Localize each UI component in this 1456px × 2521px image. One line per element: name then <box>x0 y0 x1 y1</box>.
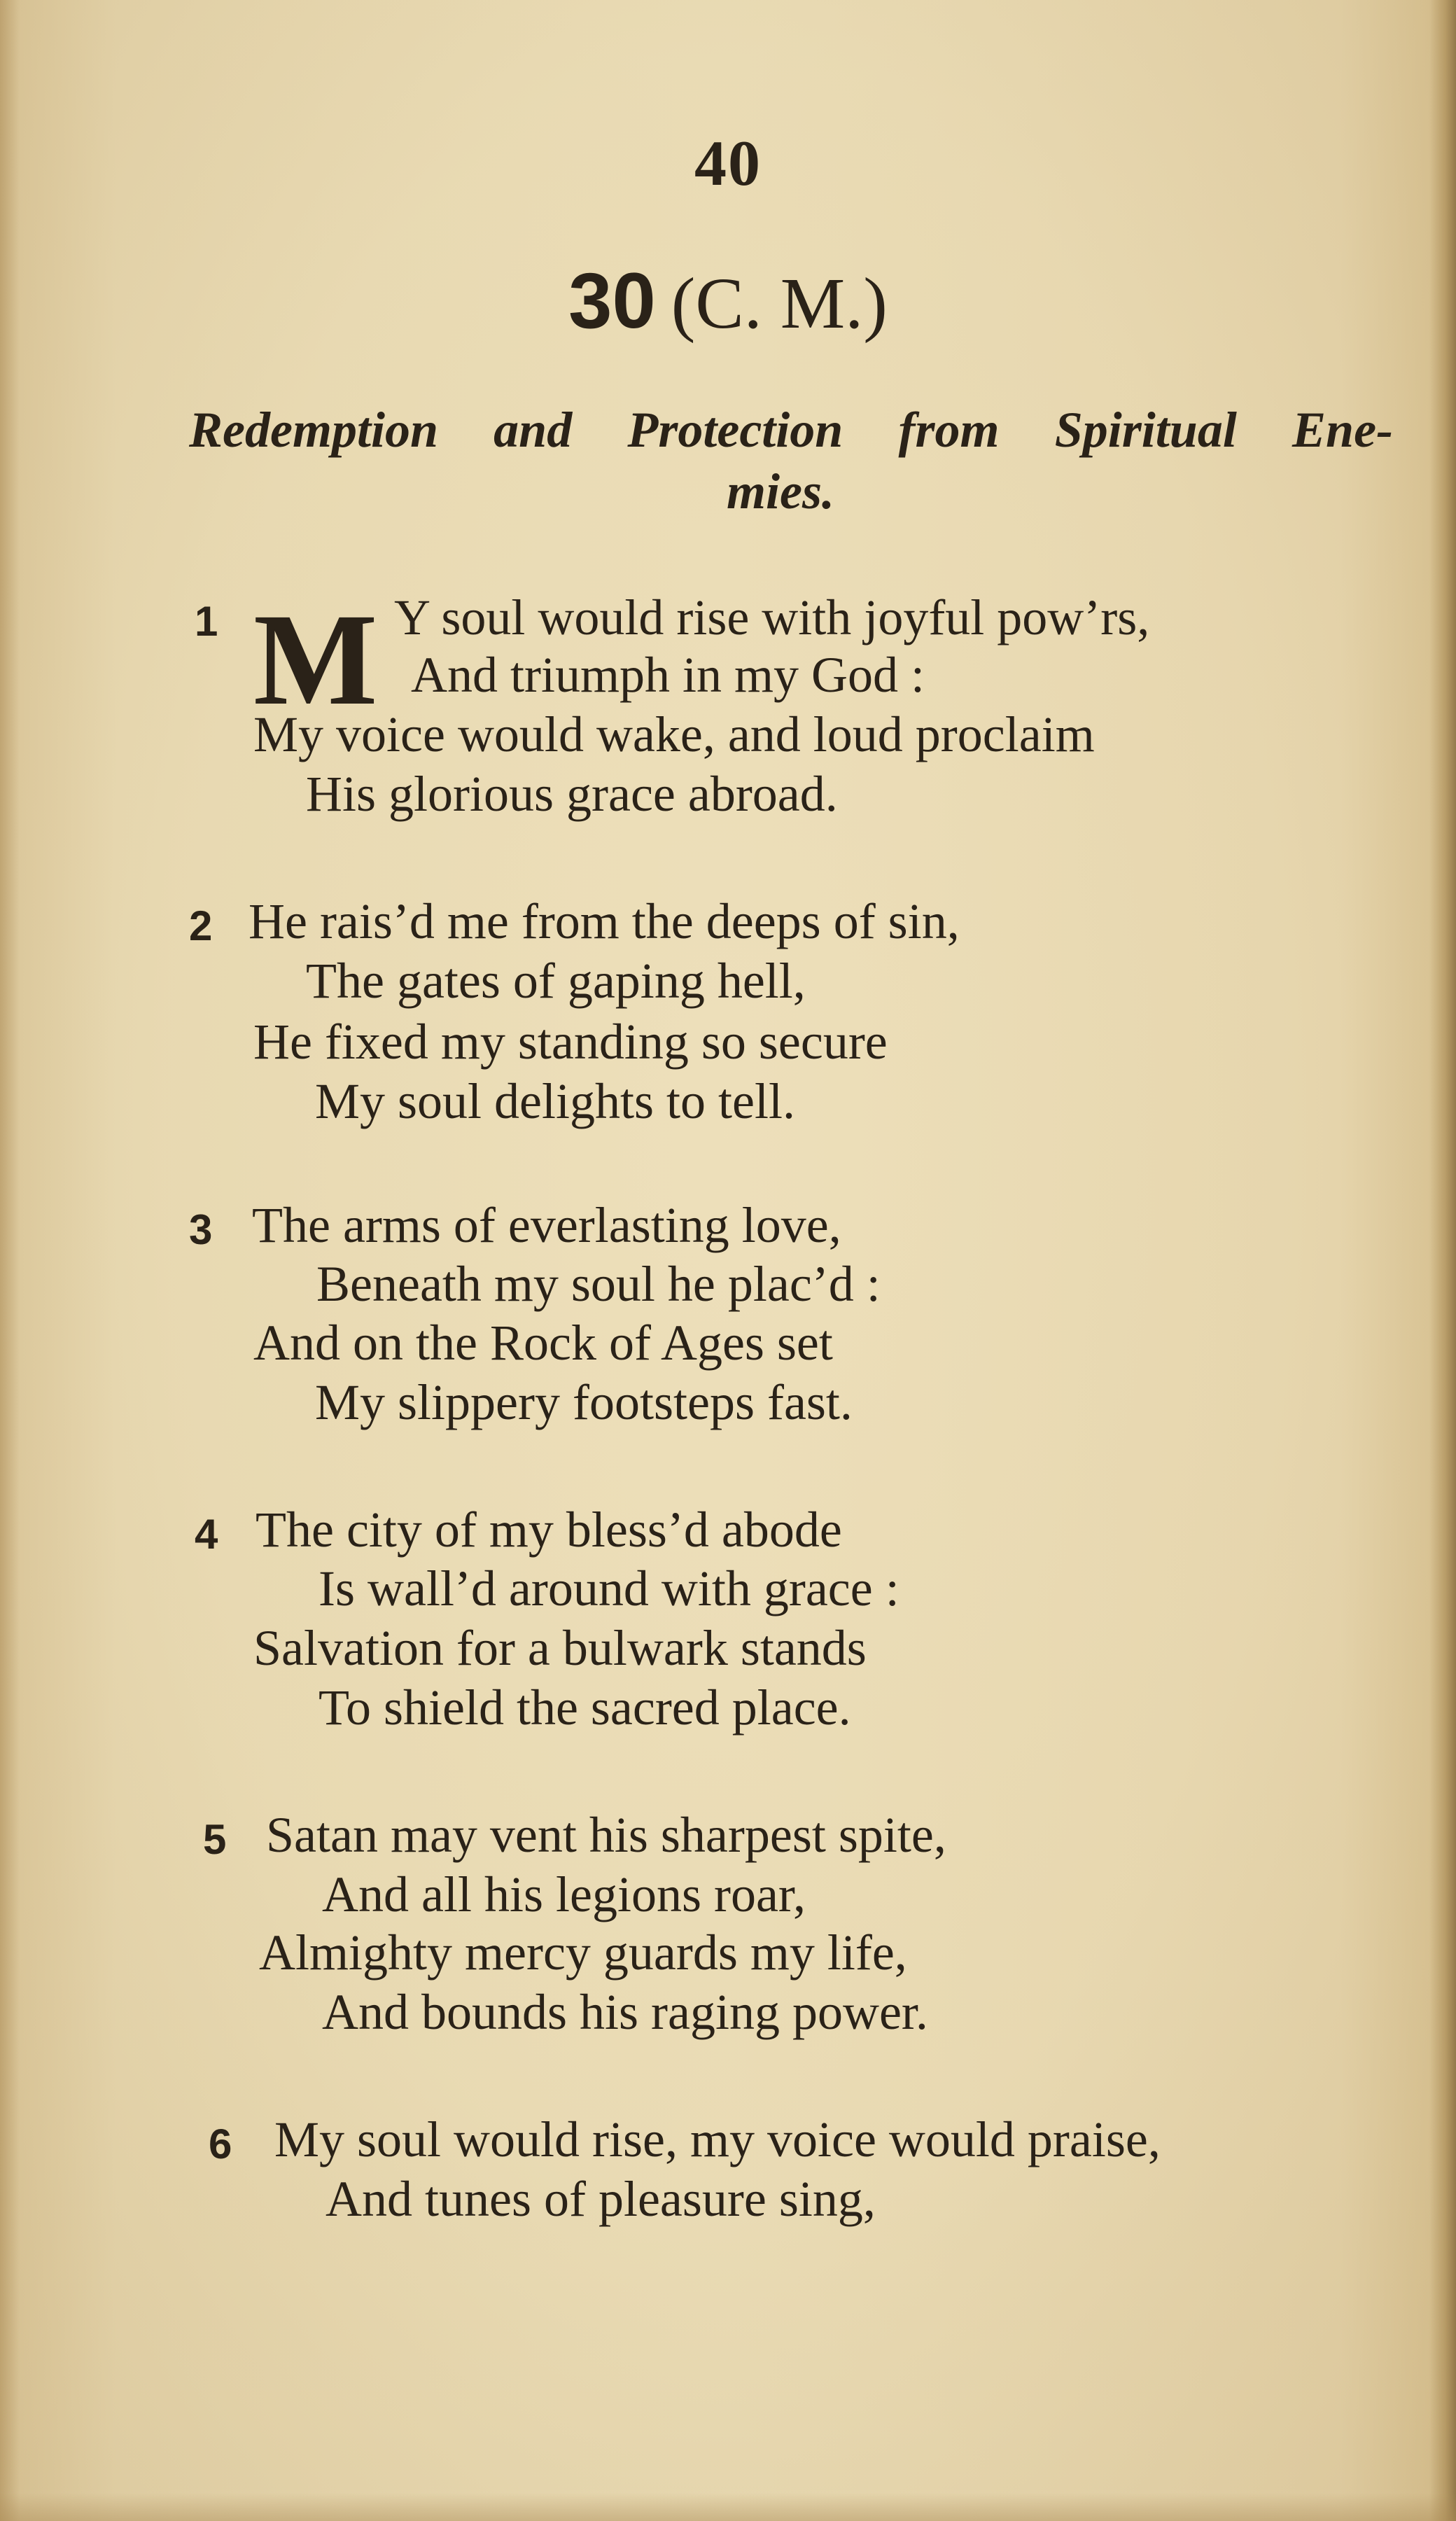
verse-number: 6 <box>209 2121 232 2167</box>
verse-number: 2 <box>189 902 213 949</box>
verse-line: Y soul would rise with joyful pow’rs, <box>394 589 1150 645</box>
hymn-subtitle <box>189 399 1393 522</box>
verse-line: Almighty mercy guards my life, <box>259 1925 907 1981</box>
verse-line: And tunes of pleasure sing, <box>326 2171 876 2227</box>
verse-line: Is wall’d around with grace : <box>318 1560 899 1616</box>
verse-line: Beneath my soul he plac’d : <box>316 1256 881 1312</box>
hymn-subtitle-line-2: mies. <box>727 463 834 519</box>
verse-line: Salvation for a bulwark stands <box>253 1620 867 1676</box>
verse-line: To shield the sacred place. <box>318 1679 851 1736</box>
page-bottom-edge <box>0 2493 1456 2521</box>
verse-line: The gates of gaping hell, <box>306 953 806 1009</box>
verse-line: And triumph in my God : <box>411 647 925 703</box>
drop-cap: M <box>253 586 378 732</box>
verse-line: My soul delights to tell. <box>315 1073 796 1129</box>
verse-line: My slippery footsteps fast. <box>315 1374 853 1430</box>
verse-line: The arms of everlasting love, <box>252 1197 841 1253</box>
verse-line: His glorious grace abroad. <box>306 766 838 822</box>
verse-number: 4 <box>195 1511 218 1558</box>
verse-number: 3 <box>189 1206 213 1253</box>
verse-number: 1 <box>195 598 218 645</box>
hymn-meter: (C. M.) <box>671 263 888 344</box>
page-right-edge <box>1429 0 1456 2521</box>
page-number: 40 <box>694 127 762 199</box>
verse-line: Satan may vent his sharpest spite, <box>266 1807 946 1863</box>
verse-line: The city of my bless’d abode <box>255 1502 842 1558</box>
verse-line: And all his legions roar, <box>322 1866 806 1922</box>
verse-line: He fixed my standing so secure <box>253 1014 888 1070</box>
hymn-heading <box>0 256 1456 346</box>
page-left-edge <box>0 0 20 2521</box>
hymn-subtitle-line-1: Redemption and Protection from Spiritual Ene- <box>189 402 1393 458</box>
verse-line: He rais’d me from the deeps of sin, <box>248 893 960 949</box>
verse-line: And bounds his raging power. <box>322 1984 928 2040</box>
verse-line: My soul would rise, my voice would praise, <box>274 2111 1161 2167</box>
hymn-number: 30 <box>568 257 656 344</box>
verse-line: My voice would wake, and loud proclaim <box>253 706 1095 762</box>
verse-line: And on the Rock of Ages set <box>253 1315 833 1371</box>
verse-number: 5 <box>203 1816 227 1863</box>
